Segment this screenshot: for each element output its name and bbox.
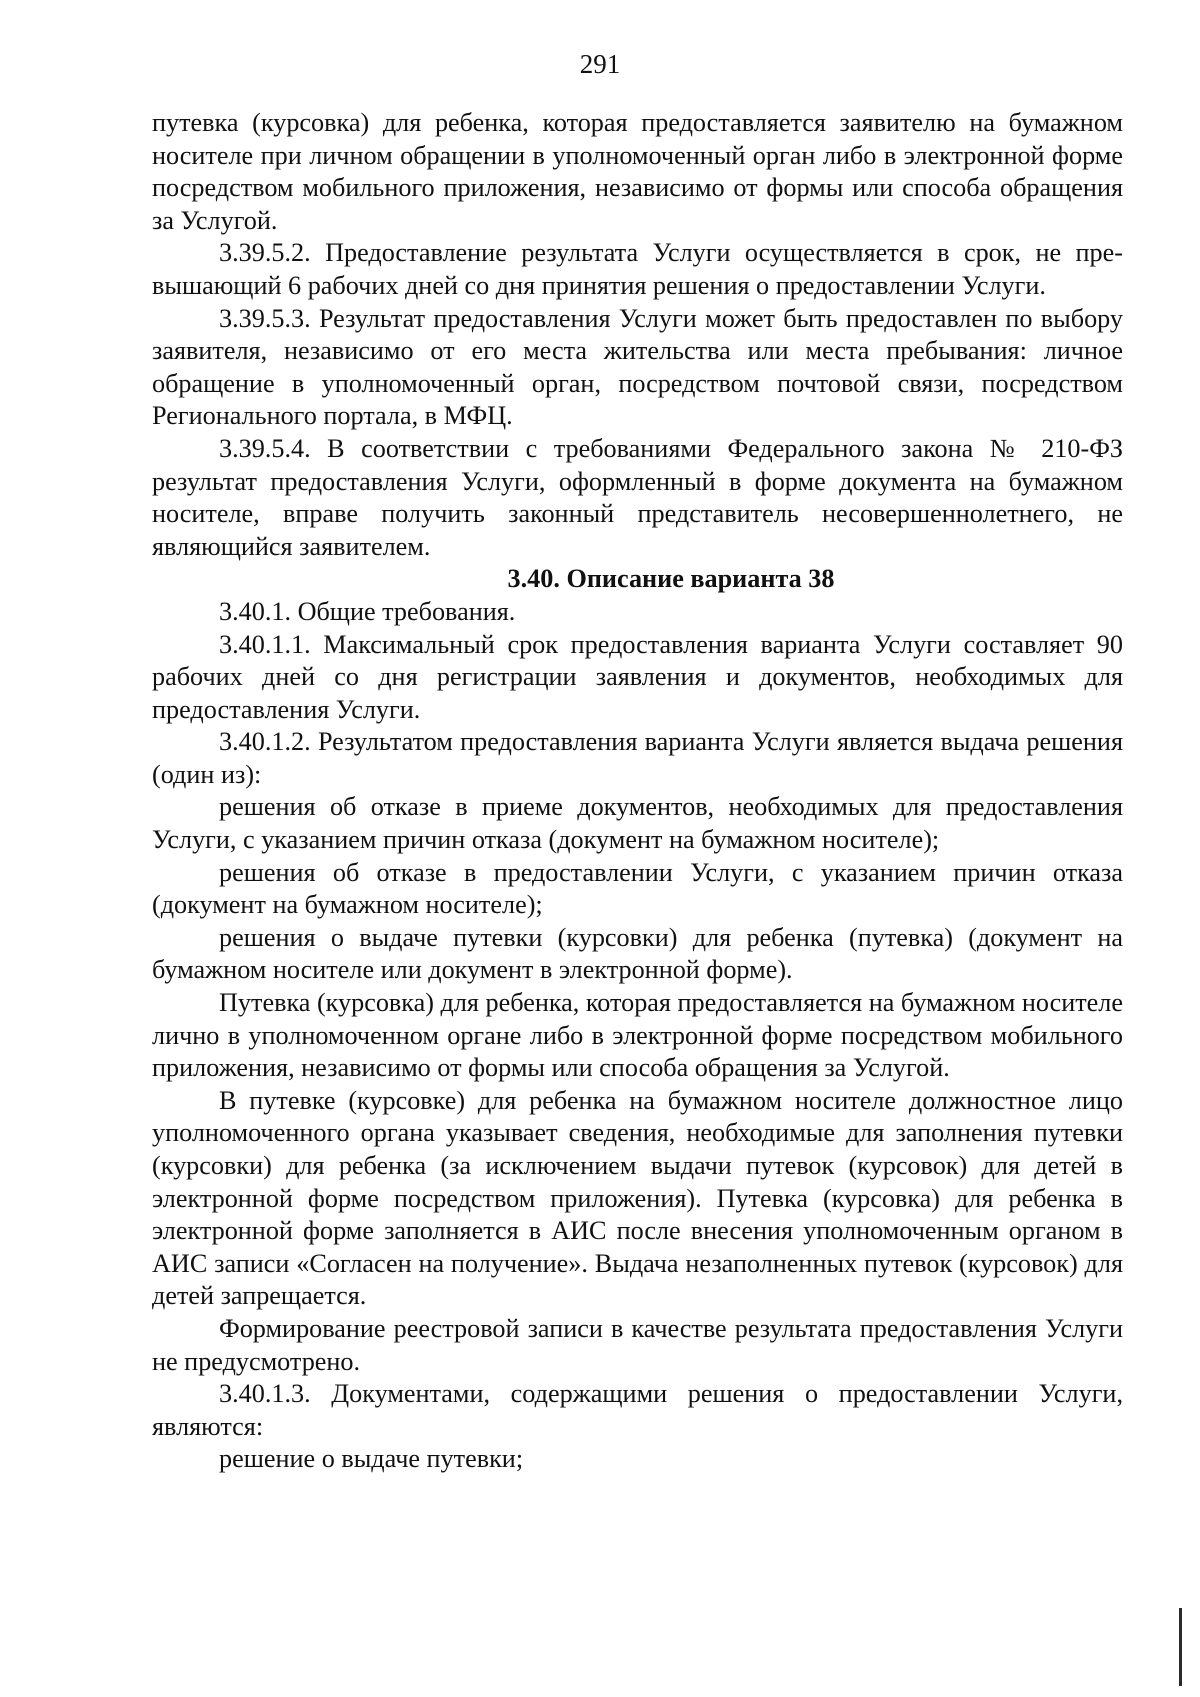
paragraph-3-39-5-2: 3.39.5.2. Предоставление результата Услуги осуществляется в срок, не превышающий 6 рабочих дней со дня принятия решения о предоставлении Услуги. bbox=[152, 238, 1123, 300]
list-item-refusal-service: решения об отказе в предоставлении Услуги, с указанием причин отказа (документ на бумажном носителе); bbox=[152, 857, 1123, 920]
section-heading-3-40: 3.40. Описание варианта 38 bbox=[507, 564, 835, 594]
list-item-refusal-documents: решения об отказе в приеме документов, необходимых для предоставления Услуги, с указанием причин отказа (документ на бумажном носителе); bbox=[152, 792, 1123, 855]
paragraph-paper-voucher: В путевке (курсовке) для ребенка на бумажном носителе должностное лицо уполномоченного органа указывает сведения, необходимые для заполнения путевки (курсовки) для ребенка (за исключением выдачи путевок (курсовок) для детей в электронной форме посредством приложения). Путевка (курсовка) для ребенка в электронной форме заполняется в АИС после внесения уполномоченным органом в АИС записи «Согласен на получение». Выдача незаполненных путевок (курсовок) для детей запрещается. bbox=[152, 1085, 1123, 1311]
paragraph-3-40-1-1: 3.40.1.1. Максимальный срок предоставления варианта Услуги составляет 90 рабочих дней со дня регистрации заявления и документов, необходимых для предоставления Услуги. bbox=[152, 629, 1123, 724]
paragraph-3-40-1-2: 3.40.1.2. Результатом предоставления варианта Услуги является выдача решения (один из): bbox=[152, 727, 1123, 789]
page-number: 291 bbox=[579, 49, 621, 79]
paragraph-voucher-continuation: путевка (курсовка) для ребенка, которая предоставляется заявителю на бумажном носителе при личном обращении в уполномоченный орган либо в электронной форме посредством мобильного приложения, независимо от формы или способа обращения за Услугой. bbox=[152, 108, 1123, 235]
list-item-voucher-issuance: решение о выдаче путевки; bbox=[219, 1444, 524, 1474]
paragraph-voucher-description: Путевка (курсовка) для ребенка, которая предоставляется на бумажном носителе лично в уполномоченном органе либо в электронной форме посредством мобильного приложения, независимо от формы или способа обращения за Услугой. bbox=[152, 988, 1123, 1083]
paragraph-3-40-1-3: 3.40.1.3. Документами, содержащими решения о предоставлении Услуги, являются: bbox=[152, 1379, 1123, 1441]
paragraph-3-40-1: 3.40.1. Общие требования. bbox=[219, 596, 516, 626]
scan-edge-mark bbox=[1179, 1608, 1182, 1686]
paragraph-3-39-5-3: 3.39.5.3. Результат предоставления Услуги может быть предоставлен по выбору заявителя, независимо от его места жительства или места пребывания: личное обращение в уполномоченный орган, посредством почтовой связи, посредством Регионального портала, в МФЦ. bbox=[152, 303, 1123, 431]
list-item-voucher-decision: решения о выдаче путевки (курсовки) для ребенка (путевка) (документ на бумажном носителе или документ в электронной форме). bbox=[152, 922, 1123, 985]
document-body bbox=[152, 107, 1123, 1476]
paragraph-3-39-5-4: 3.39.5.4. В соответствии с требованиями Федерального закона № 210-ФЗ результат предоставления Услуги, оформленный в форме документа на бумажном носителе, вправе получить законный представитель несовершеннолетнего, не являющийся заявителем. bbox=[152, 433, 1123, 561]
paragraph-registry-record: Формирование реестровой записи в качестве результата предоставления Услуги не предусмотрено. bbox=[152, 1313, 1123, 1376]
